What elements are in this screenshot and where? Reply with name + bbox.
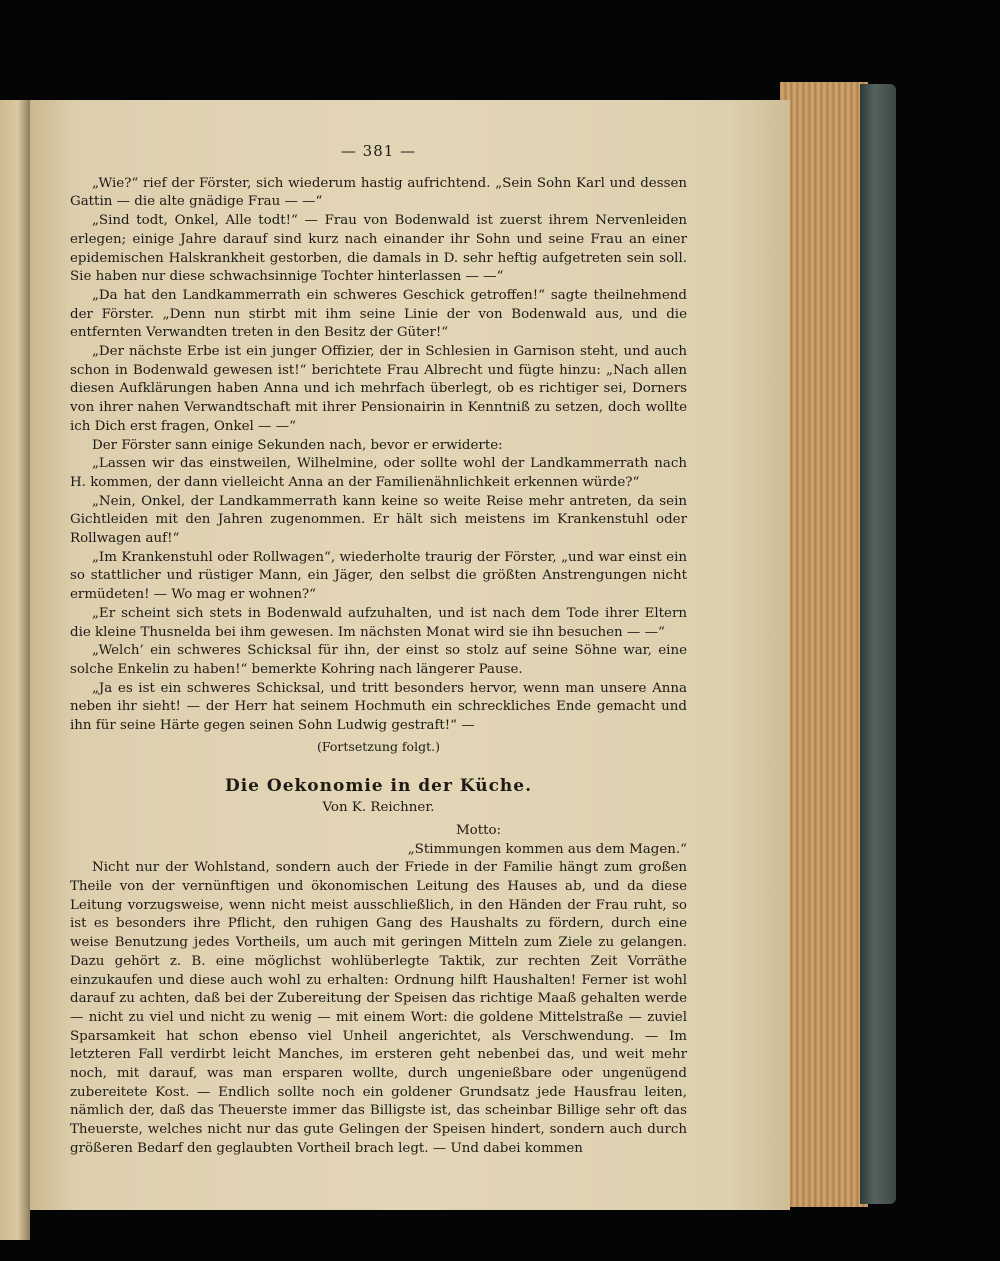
story-paragraph: „Im Krankenstuhl oder Rollwagen“, wiederholte traurig der Förster, „und war einst ein so stattlicher und rüstiger Mann, ein Jäger, den selbst die größten Anstrengungen nicht ermüdeten! — Wo mag er wohnen?“	[70, 549, 687, 603]
story-paragraph: „Sind todt, Onkel, Alle todt!“ — Frau von Bodenwald ist zuerst ihrem Nervenleiden erlegen; einige Jahre darauf sind kurz nach einander ihr Sohn und seine Frau an einer epidemischen Halskrankheit gestorben, die damals in D. sehr heftig aufgetreten sein soll. Sie haben nur diese schwachsinnige Tochter hinterlassen — —“	[70, 213, 687, 285]
article-byline: Von K. Reichner.	[322, 800, 435, 816]
page-number: — 381 —	[340, 142, 417, 160]
left-facing-page	[0, 100, 30, 1240]
motto-text: „Stimmungen kommen aus dem Magen.“	[407, 841, 687, 857]
story-paragraph: Der Förster sann einige Sekunden nach, bevor er erwiderte:	[92, 437, 503, 453]
text-column	[70, 142, 687, 1159]
story-paragraph: „Da hat den Landkammerrath ein schweres Geschick getroffen!“ sagte theilnehmend der Förster. „Denn nun stirbt mit ihm seine Linie der von Bodenwald aus, und die entfernten Verwandten treten in den Besitz der Güter!“	[70, 287, 687, 341]
story-paragraph: „Lassen wir das einstweilen, Wilhelmine, oder sollte wohl der Landkammerrath nach H. kommen, der dann vielleicht Anna an der Familienähnlichkeit erkennen würde?“	[70, 456, 687, 490]
motto	[70, 822, 687, 859]
story-paragraph: „Welch’ ein schweres Schicksal für ihn, der einst so stolz auf seine Söhne war, eine solche Enkelin zu haben!“ bemerkte Kohring nach längerer Pause.	[70, 643, 687, 677]
book-cover	[860, 84, 896, 1204]
page-edges	[780, 82, 868, 1207]
story-paragraph: „Er scheint sich stets in Bodenwald aufzuhalten, und ist nach dem Tode ihrer Eltern die kleine Thusnelda bei ihm gewesen. Im nächsten Monat wird sie ihn besuchen — —“	[70, 605, 687, 640]
story-paragraph: „Der nächste Erbe ist ein junger Offizier, der in Schlesien in Garnison steht, und auch schon in Bodenwald gewesen ist!“ berichtete Frau Albrecht und fügte hinzu: „Nach allen diesen Aufklärungen haben Anna und ich mehrfach überlegt, ob es richtiger sei, Dorners von ihrer nahen Verwandtschaft mit ihrer Pensionairin in Kenntniß zu setzen, doch wollte ich Dich erst fragen, Onkel — —“	[70, 344, 687, 434]
book-page	[30, 100, 790, 1210]
story-paragraph: „Ja es ist ein schweres Schicksal, und tritt besonders hervor, wenn man unsere Anna neben ihr sieht! — der Herr hat seinem Hochmuth ein schreckliches Ende gemacht und ihn für seine Härte gegen seinen Sohn Ludwig gestraft!“ —	[70, 680, 687, 734]
article-body: Nicht nur der Wohlstand, sondern auch der Friede in der Familie hängt zum großen Theile von der vernünftigen und ökonomischen Leitung des Hauses ab, und da diese Leitung vorzugsweise, wenn nicht meist ausschließlich, in den Händen der Frau ruht, so ist es besonders ihre Pflicht, den ruhigen Gang des Haushalts zu fördern, durch eine weise Benutzung jedes Vortheils, um auch mit geringen Mitteln zum Ziele zu gelangen. Dazu gehört z. B. eine möglichst wohlüberlegte Taktik, zur rechten Zeit Vorräthe einzukaufen und diese auch wohl zu erhalten: Ordnung hilft Haushalten! Ferner ist wohl darauf zu achten, daß bei der Zubereitung der Speisen das richtige Maaß gehalten werde — nicht zu viel und nicht zu wenig — mit einem Wort: die goldene Mittelstraße — zuviel Sparsamkeit hat schon ebenso viel Unheil angerichtet, als Verschwendung. — Im letzteren Fall verdirbt leicht Manches, im ersteren geht nebenbei das, und weit mehr noch, mit darauf, was man ersparen wollte, durch ungenießbare oder ungenügend zubereitete Kost. — Endlich sollte noch ein goldener Grundsatz jede Hausfrau leiten, nämlich der, daß das Theuerste immer das Billigste ist, das scheinbar Billige sehr oft das Theuerste, welches nicht nur das gute Gelingen der Speisen hindert, sondern auch durch größeren Bedarf den geglaubten Vortheil brach legt. — Und dabei kommen	[70, 860, 687, 1156]
story-paragraph: „Nein, Onkel, der Landkammerrath kann keine so weite Reise mehr antreten, da sein Gichtleiden mit den Jahren zugenommen. Er hält sich meistens im Krankenstuhl oder Rollwagen auf!“	[70, 493, 687, 547]
article-title: Die Oekonomie in der Küche.	[224, 775, 533, 796]
motto-label: Motto:	[455, 822, 502, 838]
continuation-note: (Fortsetzung folgt.)	[317, 738, 440, 754]
story-paragraph: „Wie?“ rief der Förster, sich wiederum hastig aufrichtend. „Sein Sohn Karl und dessen Gattin — die alte gnädige Frau — —“	[70, 175, 687, 210]
